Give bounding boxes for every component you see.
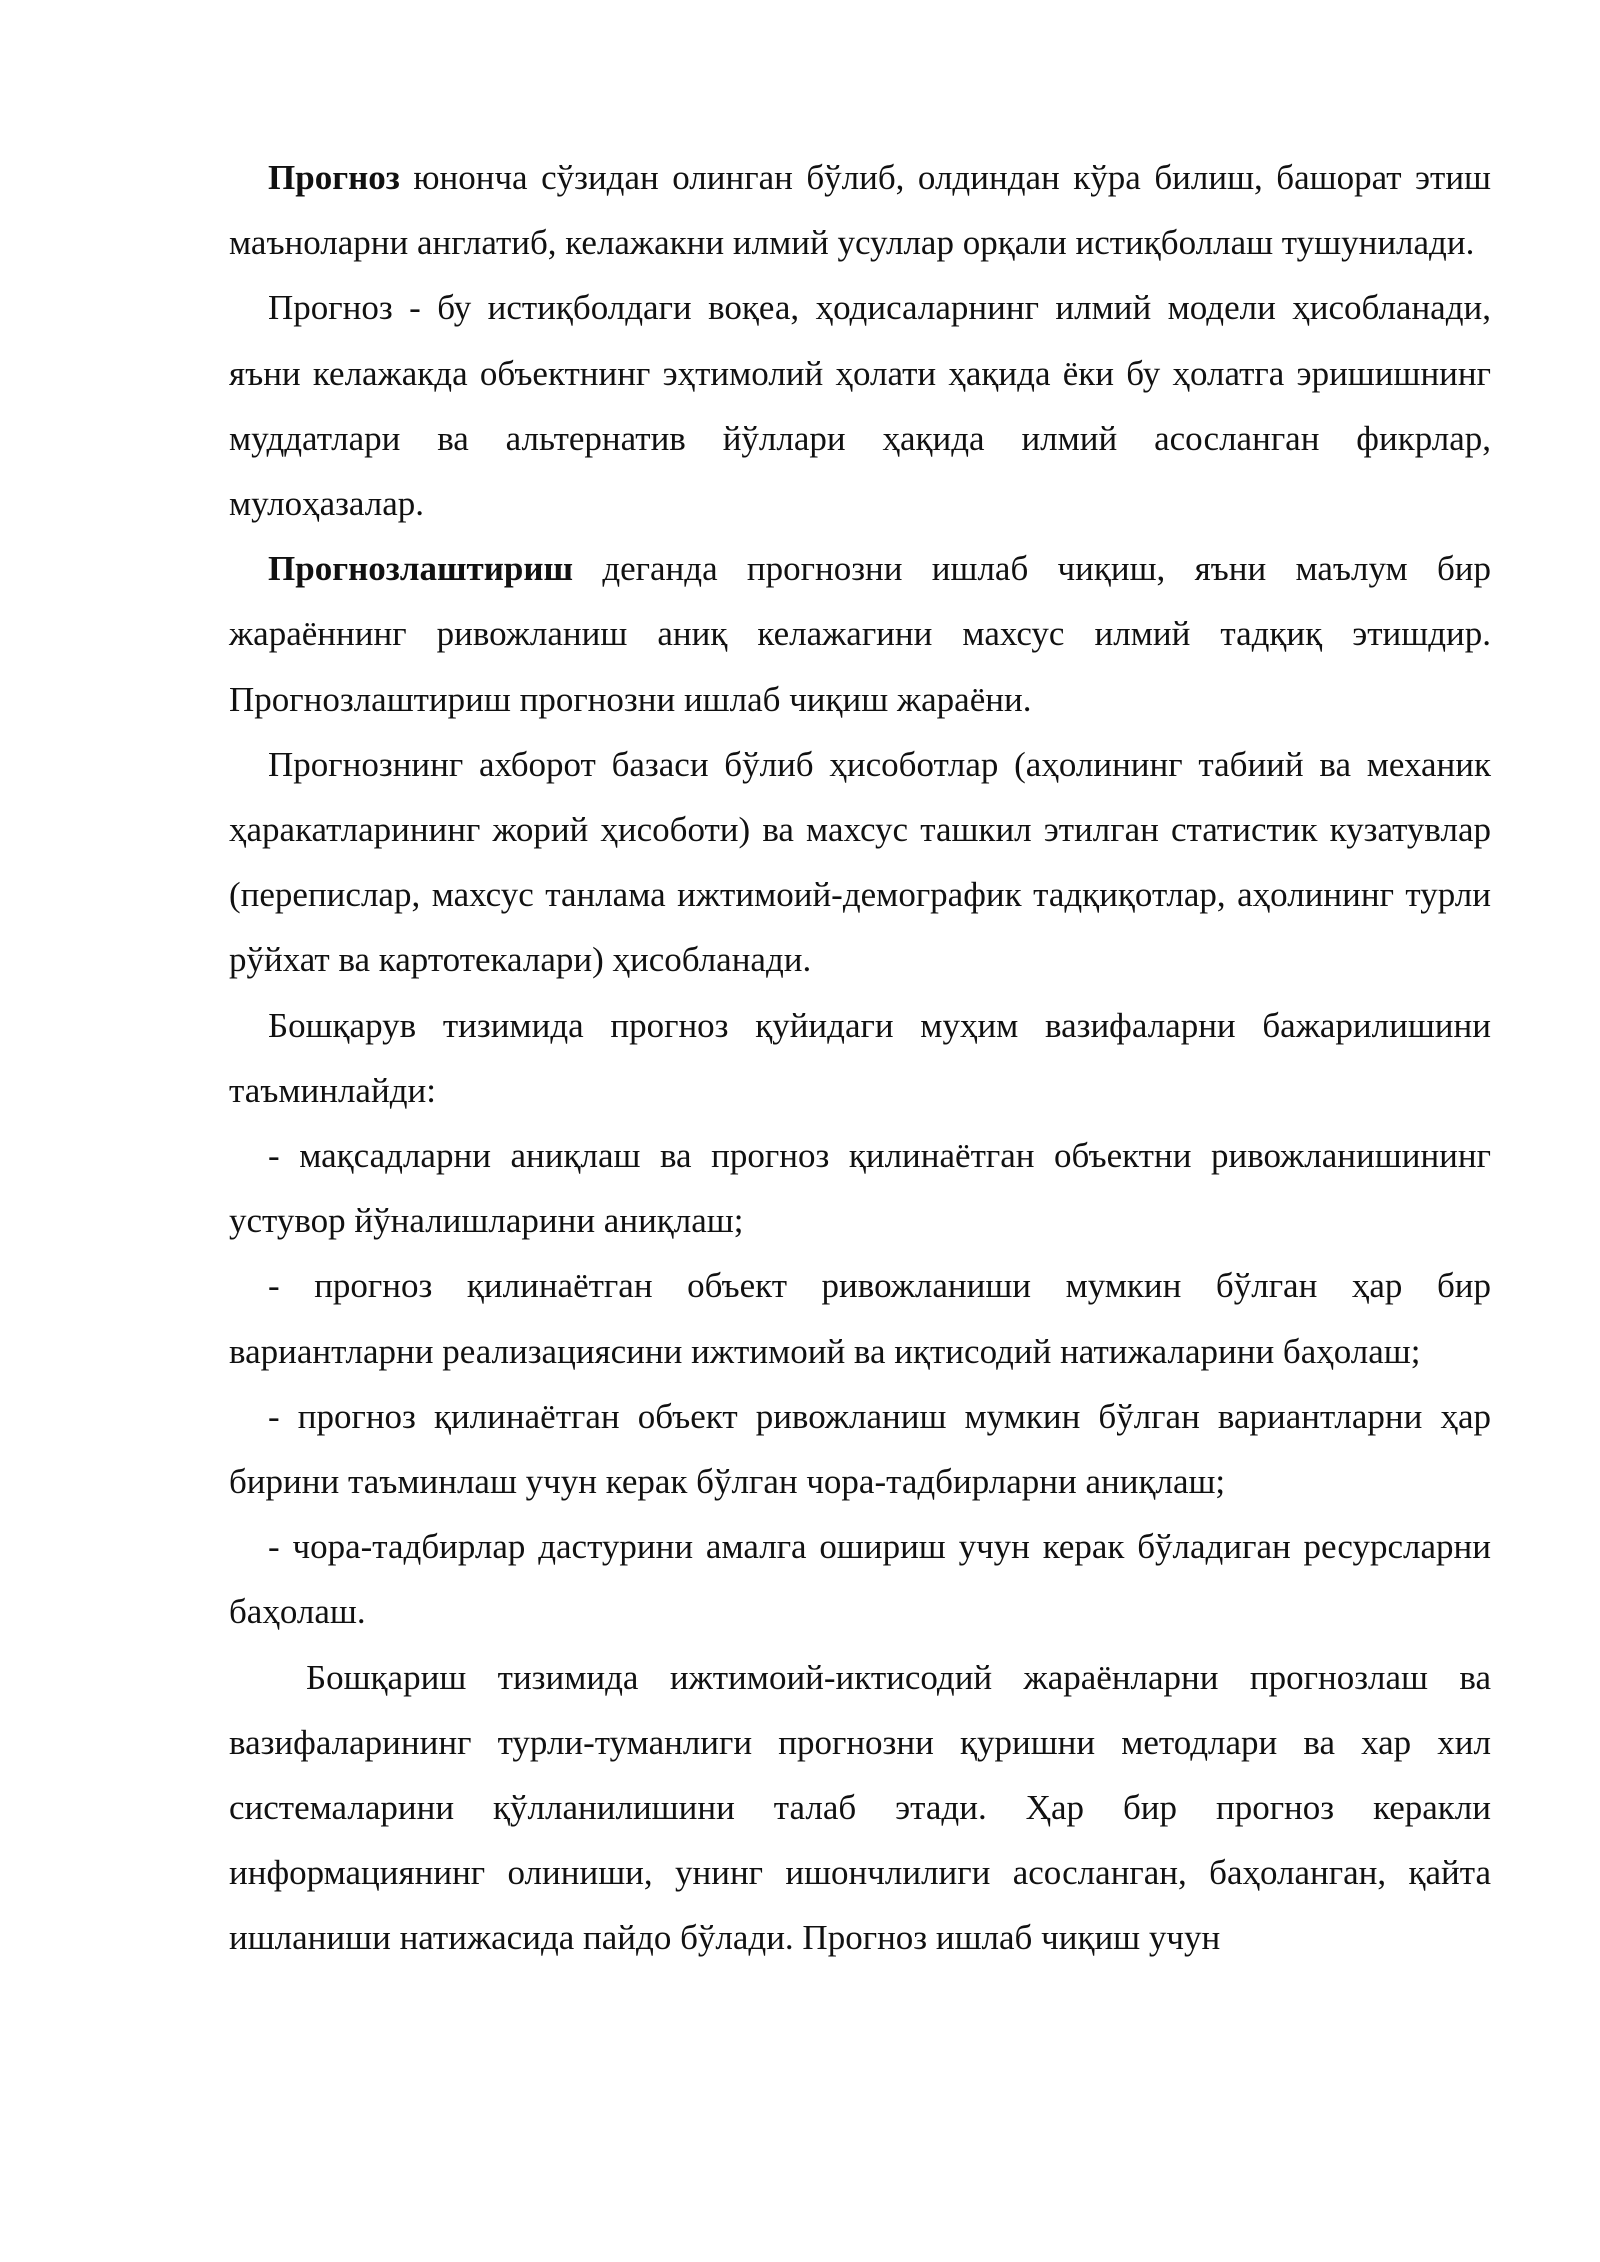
paragraph-3: [229, 536, 1491, 732]
paragraph-4-text: Прогнознинг ахборот базаси бўлиб ҳисоботлар (аҳолининг табиий ва механик ҳаракатларининг жорий ҳисоботи) ва махсус ташкил этилган статистик кузатувлар (перепислар, махсус танлама ижтимоий-демографик тадқиқотлар, аҳолининг турли рўйхат ва картотекалари) ҳисобланади.: [229, 744, 1491, 980]
paragraph-2-text: Прогноз - бу истиқболдаги воқеа, ҳодисаларнинг илмий модели ҳисобланади, яъни келажакда объектнинг эҳтимолий ҳолати ҳақида ёки бу ҳолатга эришишнинг муддатлари ва альтернатив йўллари ҳақида илмий асосланган фикрлар, мулоҳазалар.: [229, 288, 1491, 524]
paragraph-4: [229, 732, 1491, 993]
paragraph-1-text: юнонча сўзидан олинган бўлиб, олдиндан кўра билиш, башорат этиш маъноларни англатиб, келажакни илмий усуллар орқали истиқболлаш тушунилади.: [229, 158, 1491, 263]
paragraph-1: [229, 145, 1491, 275]
list-item-3-text: - прогноз қилинаётган объект ривожланиш мумкин бўлган вариантларни ҳар бирини таъминлаш учун керак бўлган чора-тадбирларни аниқлаш;: [229, 1396, 1491, 1502]
list-item-2: [229, 1253, 1491, 1383]
term-prognozlashtirish: Прогнозлаштириш: [268, 549, 574, 589]
list-item-4-text: - чора-тадбирлар дастурини амалга ошириш учун керак бўладиган ресурсларни баҳолаш.: [229, 1527, 1491, 1632]
paragraph-5: [229, 993, 1491, 1123]
document-page: [229, 145, 1491, 1971]
paragraph-3-text: деганда прогнозни ишлаб чиқиш, яъни маълум бир жараённинг ривожланиш аниқ келажагини махсус илмий тадқиқ этишдир. Прогнозлаштириш прогнозни ишлаб чиқиш жараёни.: [229, 549, 1491, 719]
list-item-1-text: - мақсадларни аниқлаш ва прогноз қилинаётган объектни ривожланишининг устувор йўналишларини аниқлаш;: [229, 1136, 1491, 1241]
list-item-3: [229, 1384, 1491, 1514]
paragraph-5-text: Бошқарув тизимида прогноз қуйидаги муҳим вазифаларни бажарилишини таъминлайди:: [229, 1005, 1491, 1110]
list-item-4: [229, 1514, 1491, 1644]
paragraph-6: [229, 1645, 1491, 1971]
paragraph-2: [229, 275, 1491, 536]
paragraph-6-text: Бошқариш тизимида ижтимоий-иктисодий жараёнларни прогнозлаш ва вазифаларининг турли-туманлиги прогнозни қуришни методлари ва хар хил системаларини қўлланилишини талаб этади. Ҳар бир прогноз керакли информациянинг олиниши, унинг ишончлилиги асосланган, баҳоланган, қайта ишланиши натижасида пайдо бўлади. Прогноз ишлаб чиқиш учун: [229, 1657, 1491, 1958]
list-item-2-text: - прогноз қилинаётган объект ривожланиши мумкин бўлган ҳар бир вариантларни реализациясини ижтимоий ва иқтисодий натижаларини баҳолаш;: [229, 1266, 1491, 1371]
term-prognoz: Прогноз: [268, 158, 400, 197]
list-item-1: [229, 1123, 1491, 1253]
